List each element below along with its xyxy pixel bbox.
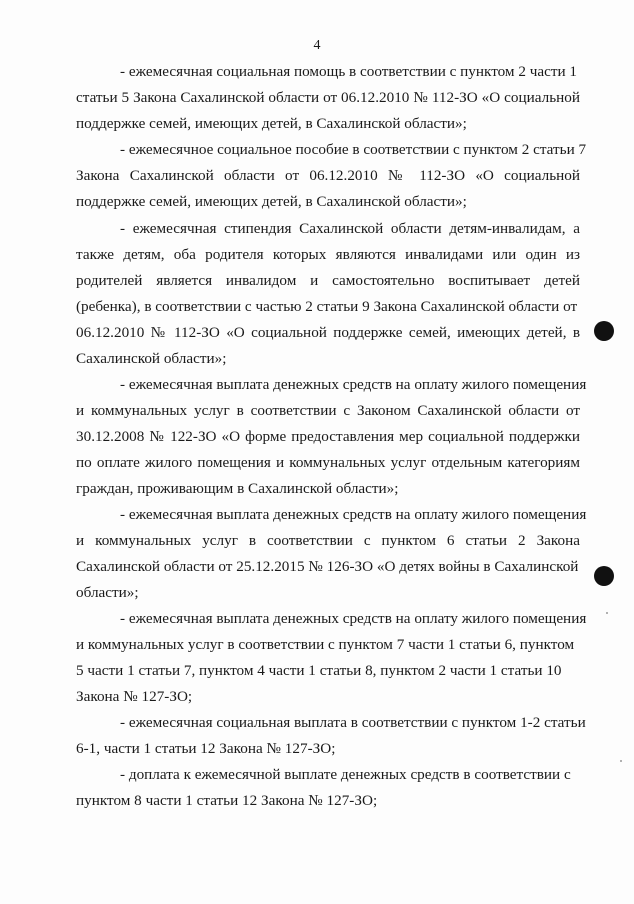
text-line: и коммунальных услуг в соответствии с Законом Сахалинской области от [76,402,580,419]
text-line: - ежемесячная социальная помощь в соответствии с пунктом 2 части 1 [120,63,578,80]
text-line: и коммунальных услуг в соответствии с пунктом 6 статьи 2 Закона [76,532,580,549]
text-line: - ежемесячная социальная выплата в соответствии с пунктом 1-2 статьи [120,714,586,731]
text-line: области»; [76,584,139,601]
text-line: статьи 5 Закона Сахалинской области от 06.12.2010 № 112-ЗО «О социальной [76,89,580,106]
text-line: пунктом 8 части 1 статьи 12 Закона № 127-ЗО; [76,792,378,809]
text-line: по оплате жилого помещения и коммунальных услуг отдельным категориям [76,454,580,471]
text-line: - доплата к ежемесячной выплате денежных средств в соответствии с [120,766,571,783]
text-line: поддержке семей, имеющих детей, в Сахалинской области»; [76,115,467,132]
text-line: родителей является инвалидом и самостоятельно воспитывает детей [76,272,580,289]
scan-speck [620,760,622,762]
text-line: Сахалинской области от 25.12.2015 № 126-ЗО «О детях войны в Сахалинской [76,558,579,575]
punch-hole [594,321,614,341]
text-line: Сахалинской области»; [76,350,227,367]
page-number: 4 [313,38,321,53]
text-line: 06.12.2010 № 112-ЗО «О социальной поддержке семей, имеющих детей, в [76,324,580,341]
text-line: и коммунальных услуг в соответствии с пунктом 7 части 1 статьи 6, пунктом [76,636,575,653]
text-line: поддержке семей, имеющих детей, в Сахалинской области»; [76,193,467,210]
text-line: Закона № 127-ЗО; [76,688,193,705]
text-line: - ежемесячная стипендия Сахалинской области детям-инвалидам, а [120,220,580,237]
text-line: 5 части 1 статьи 7, пунктом 4 части 1 статьи 8, пунктом 2 части 1 статьи 10 [76,662,562,679]
text-line: граждан, проживающим в Сахалинской области»; [76,480,399,497]
text-line: - ежемесячная выплата денежных средств на оплату жилого помещения [120,610,587,627]
text-line: - ежемесячное социальное пособие в соответствии с пунктом 2 статьи 7 [120,141,587,158]
text-line: - ежемесячная выплата денежных средств на оплату жилого помещения [120,506,587,523]
text-line: 30.12.2008 № 122-ЗО «О форме предоставления мер социальной поддержки [76,428,580,445]
punch-hole [594,566,614,586]
text-line: (ребенка), в соответствии с частью 2 статьи 9 Закона Сахалинской области от [76,298,578,315]
text-line: 6-1, части 1 статьи 12 Закона № 127-ЗО; [76,740,336,757]
text-line: также детям, оба родителя которых являются инвалидами или один из [76,246,580,263]
scan-speck [606,612,608,614]
text-line: - ежемесячная выплата денежных средств на оплату жилого помещения [120,376,587,393]
text-line: Закона Сахалинской области от 06.12.2010 № 112-ЗО «О социальной [76,167,580,184]
